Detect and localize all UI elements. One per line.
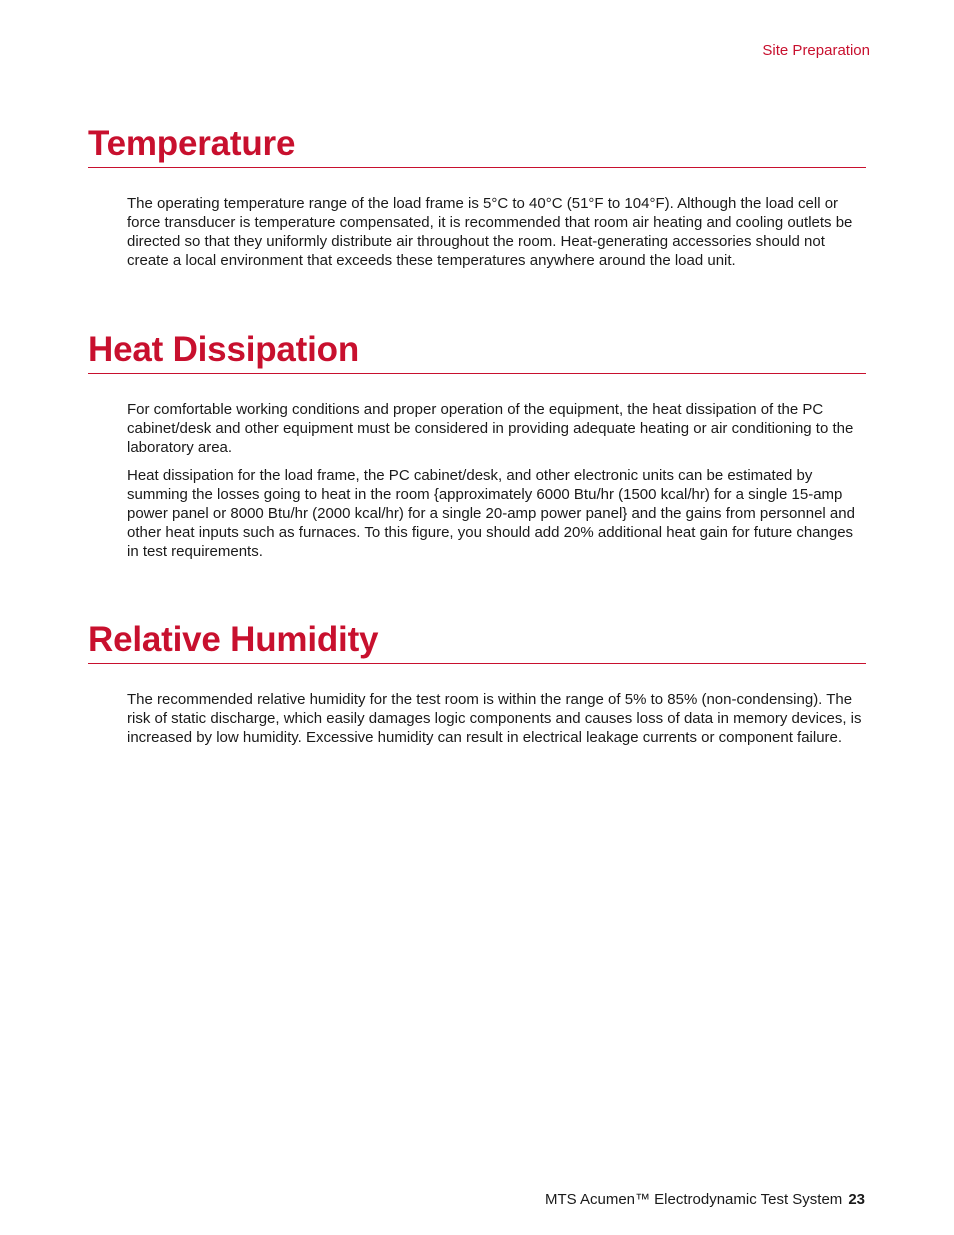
section-body: [127, 194, 867, 270]
section-body: [127, 690, 867, 747]
page-number: 23: [848, 1191, 865, 1208]
running-header: Site Preparation: [762, 42, 870, 59]
page-footer: [545, 1191, 865, 1208]
paragraph: The recommended relative humidity for the test room is within the range of 5% to 85% (non-condensing). The risk of static discharge, which easily damages logic components and causes loss of data in memory devices, is increased by low humidity. Excessive humidity can result in electrical leakage currents or component failure.: [127, 691, 862, 746]
section-heat-dissipation: [88, 330, 866, 570]
section-body: [127, 400, 867, 561]
paragraph: For comfortable working conditions and proper operation of the equipment, the heat dissipation of the PC cabinet/desk and other equipment must be considered in providing adequate heating or air conditioning to the laboratory area.: [127, 401, 854, 456]
section-heading-relative-humidity: Relative Humidity: [88, 620, 866, 664]
paragraph: The operating temperature range of the load frame is 5°C to 40°C (51°F to 104°F). Although the load cell or force transducer is temperature compensated, it is recommended that room air heating and cooling outlets be directed so that they uniformly distribute air throughout the room. Heat-generating accessories should not create a local environment that exceeds these temperatures anywhere around the load unit.: [127, 195, 853, 269]
section-relative-humidity: [88, 620, 866, 756]
paragraph: Heat dissipation for the load frame, the PC cabinet/desk, and other electronic units can be estimated by summing the losses going to heat in the room {approximately 6000 Btu/hr (1500 kcal/hr) for a single 15-amp power panel or 8000 Btu/hr (2000 kcal/hr) for a single 20-amp power panel} and the gains from personnel and other heat inputs such as furnaces. To this figure, you should add 20% additional heat gain for future changes in test requirements.: [127, 467, 855, 560]
footer-product-name: MTS Acumen™ Electrodynamic Test System: [544, 1191, 843, 1208]
section-heading-heat-dissipation: Heat Dissipation: [88, 330, 866, 374]
section-temperature: [88, 124, 866, 279]
section-heading-temperature: Temperature: [88, 124, 866, 168]
